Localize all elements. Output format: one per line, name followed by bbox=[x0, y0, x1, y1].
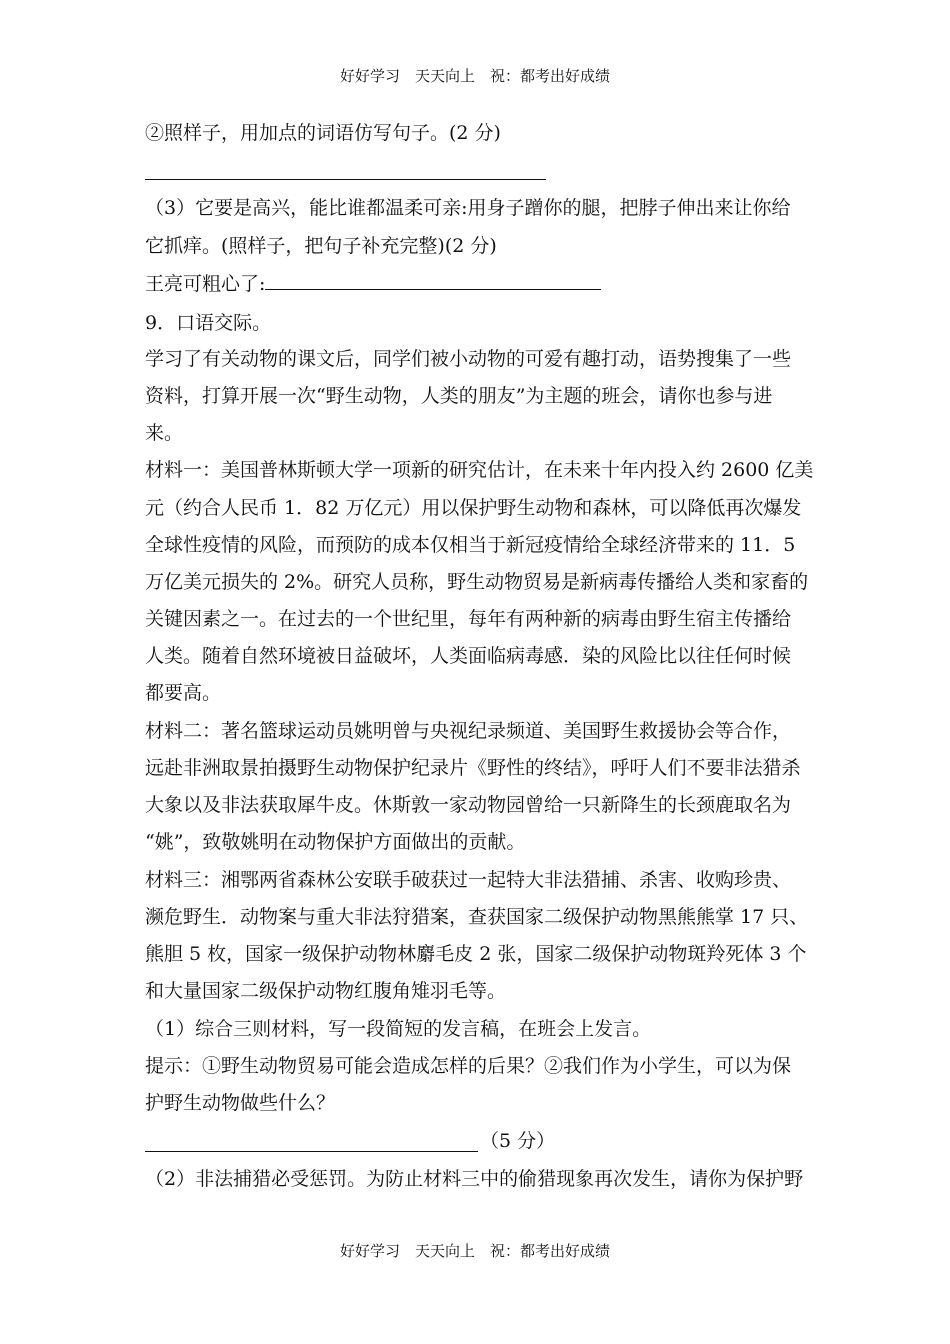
intro-line: 学习了有关动物的课文后，同学们被小动物的可爱有趣打动，语势搜集了一些 bbox=[145, 348, 792, 370]
material-1-line: 元（约合人民币 1．82 万亿元）用以保护野生动物和森林，可以降低再次爆发 bbox=[145, 497, 802, 519]
page-footer: 好好学习 天天向上 祝：都考出好成绩 bbox=[339, 1242, 610, 1260]
material-3-line: 濒危野生．动物案与重大非法狩猎案，查获国家二级保护动物黑熊熊掌 17 只、 bbox=[145, 906, 809, 928]
question-9-title: 9．口语交际。 bbox=[145, 312, 272, 334]
material-1-line: 全球性疫情的风险，而预防的成本仅相当于新冠疫情给全球经济带来的 11．5 bbox=[145, 534, 796, 556]
material-1-line: 万亿美元损失的 2%。研究人员称，野生动物贸易是新病毒传播给人类和家畜的 bbox=[145, 571, 809, 593]
answer-blank[interactable] bbox=[145, 179, 546, 180]
page-header: 好好学习 天天向上 祝：都考出好成绩 bbox=[339, 67, 610, 85]
material-1-line: 人类。随着自然环境被日益破坏，人类面临病毒感．染的风险比以往任何时候 bbox=[145, 645, 792, 667]
sub-question-1: （1）综合三则材料，写一段简短的发言稿，在班会上发言。 bbox=[145, 1018, 652, 1040]
material-2-line: 材料二：著名篮球运动员姚明曾与央视纪录频道、美国野生救援协会等合作， bbox=[145, 720, 792, 742]
question-3-line-3 bbox=[145, 271, 601, 297]
material-3-line: 材料三：湘鄂两省森林公安联手破获过一起特大非法猎捕、杀害、收购珍贵、 bbox=[145, 869, 792, 891]
question-3-prompt: 王亮可粗心了: bbox=[145, 273, 266, 295]
material-2-line: 大象以及非法获取犀牛皮。休斯敦一家动物园曾给一只新降生的长颈鹿取名为 bbox=[145, 794, 792, 816]
material-1-line: 都要高。 bbox=[145, 682, 222, 704]
material-1-line: 材料一：美国普林斯顿大学一项新的研究估计，在未来十年内投入约 2600 亿美 bbox=[145, 459, 814, 481]
hint-line: 提示：①野生动物贸易可能会造成怎样的后果？②我们作为小学生，可以为保 bbox=[145, 1055, 792, 1077]
material-1-line: 关键因素之一。在过去的一个世纪里，每年有两种新的病毒由野生宿主传播给 bbox=[145, 608, 792, 630]
question-3-line-1: （3）它要是高兴，能比谁都温柔可亲:用身子蹭你的腿，把脖子伸出来让你给 bbox=[145, 197, 791, 219]
material-2-line: 远赴非洲取景拍摄野生动物保护纪录片《野性的终结》，呼吁人们不要非法猎杀 bbox=[145, 757, 801, 779]
answer-blank[interactable] bbox=[265, 271, 601, 290]
question-3-line-2: 它抓痒。(照样子，把句子补充完整)(2 分) bbox=[145, 235, 497, 257]
score-label: （5 分） bbox=[480, 1130, 556, 1152]
sub-question-2: （2）非法捕猎必受惩罚。为防止材料三中的偷猎现象再次发生，请你为保护野 bbox=[145, 1168, 804, 1190]
material-3-line: 熊胆 5 枚，国家一级保护动物林麝毛皮 2 张，国家二级保护动物斑羚死体 3 个 bbox=[145, 943, 807, 965]
question-item-2: ②照样子，用加点的词语仿写句子。(2 分) bbox=[145, 122, 501, 144]
intro-line: 资料，打算开展一次“野生动物，人类的朋友”为主题的班会，请你也参与进 bbox=[145, 385, 773, 407]
answer-blank[interactable] bbox=[145, 1151, 478, 1152]
material-2-line: “姚”，致敬姚明在动物保护方面做出的贡献。 bbox=[145, 831, 526, 853]
intro-line: 来。 bbox=[145, 422, 184, 444]
material-3-line: 和大量国家二级保护动物红腹角雉羽毛等。 bbox=[145, 980, 507, 1002]
hint-line: 护野生动物做些什么？ bbox=[145, 1092, 336, 1114]
